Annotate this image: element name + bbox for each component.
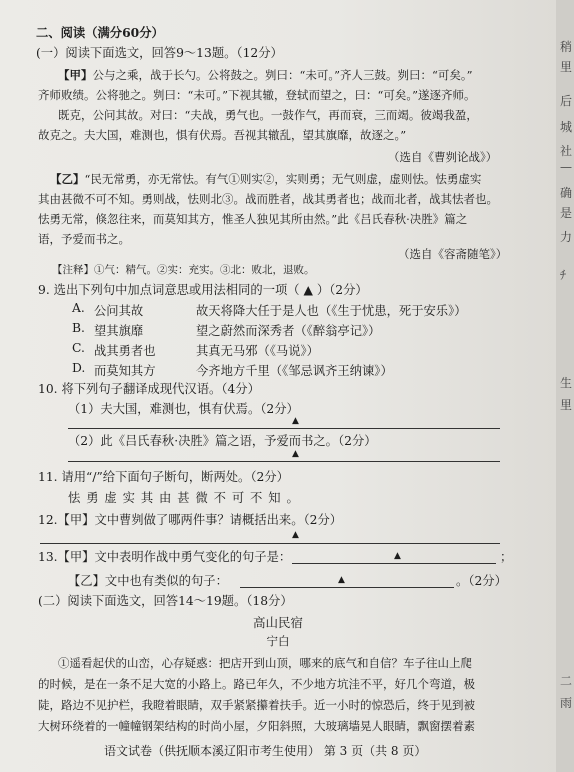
right-edge-char: 生 <box>560 376 573 390</box>
yi-label: 【乙】 <box>50 172 85 186</box>
yi-line-1: 【乙】“民无常勇，亦无常怯。有气①则实②，实则勇；无气则虚，虚则怯。怯勇虚实 <box>50 172 482 186</box>
q13-end-1: ； <box>500 550 513 564</box>
part1-heading: (一）阅读下面选文，回答9～13题。（12分） <box>36 46 283 60</box>
jia-line-1: 【甲】公与之乘，战于长勺。公将鼓之。刿曰：“未可。”齐人三鼓。刿曰：“可矣。” <box>58 68 473 82</box>
q13-stem: 13.【甲】文中表明作战中勇气变化的句子是： <box>38 550 292 564</box>
right-edge-char: 后 <box>560 94 573 108</box>
yi-source: （选自《容斋随笔》） <box>398 247 508 261</box>
q9-option-c-right: 其真无马邪（《马说》） <box>196 344 319 358</box>
q9-option-a-left: 公问其故 <box>94 304 144 318</box>
yi-line-2: 其由甚微不可不知。勇则战，怯则北③。战而胜者，战其勇者也；战而北者，战其怯者也。 <box>38 192 498 206</box>
jia-label: 【甲】 <box>58 68 93 82</box>
q10-sentence-1: （1）夫大国，难测也，惧有伏焉。（2分） <box>68 402 299 416</box>
answer-mark-q12: ▲ <box>292 530 299 540</box>
answer-mark-q13-2: ▲ <box>338 575 345 585</box>
right-edge-char: 雨 <box>560 696 573 710</box>
right-edge-char: 是 <box>560 206 573 220</box>
jia-line-2: 齐师败绩。公将驰之。刿曰：“未可。”下视其辙，登轼而望之，曰：“可矣。”遂逐齐师。 <box>38 88 476 102</box>
answer-line-q13-1[interactable] <box>292 563 496 564</box>
article-line-2: 的时候，是在一条不足大宽的小路上。路已年久，不少地方坑洼不平，好几个弯道，极 <box>38 677 475 691</box>
q9-stem: 9. 选出下列句中加点词意思或用法相同的一项（ ▲ ）（2分） <box>38 283 368 297</box>
part2-heading: (二）阅读下面选文，回答14～19题。（18分） <box>38 594 293 608</box>
q9-option-b-left: 望其旗靡 <box>94 324 144 338</box>
right-edge-char: 里 <box>560 60 573 74</box>
yi-line-3: 怯勇无常，倏忽往来，而莫知其方，惟圣人独见其所由然。”此《吕氏春秋·决胜》篇之 <box>38 212 468 226</box>
right-edge-char: 城 <box>560 120 573 134</box>
article-author: 宁白 <box>266 634 290 648</box>
q9-option-b-right: 望之蔚然而深秀者（《醉翁亭记》） <box>196 324 381 338</box>
q11-stem: 11. 请用“/”给下面句子断句，断两处。（2分） <box>38 470 289 484</box>
answer-line-q10-2[interactable] <box>68 461 500 462</box>
q9-option-d-left: 而莫知其方 <box>94 364 156 378</box>
answer-mark-q10-1: ▲ <box>292 416 299 426</box>
right-edge-char: 力 <box>560 230 573 244</box>
right-edge-char: 里 <box>560 398 573 412</box>
answer-mark-q13-1: ▲ <box>394 551 401 561</box>
annotation-note: 【注释】①气：精气。②实：充实。③北：败北，退败。 <box>52 264 315 276</box>
section-title: 二、阅读（满分60分） <box>36 25 164 40</box>
right-edge-char: 稍 <box>560 40 573 54</box>
right-edge-char: ﾁ <box>560 268 567 282</box>
right-edge-char: 二 <box>560 674 573 688</box>
jia-line-4: 故克之。夫大国，难测也，惧有伏焉。吾视其辙乱，望其旗靡，故逐之。” <box>38 128 407 142</box>
answer-line-q13-2[interactable] <box>240 587 454 588</box>
jia-source: （选自《曹刿论战》） <box>388 150 498 164</box>
q10-sentence-2: （2）此《吕氏春秋·决胜》篇之语，予爱而书之。（2分） <box>68 434 377 448</box>
q9-option-b-letter: B. <box>72 321 85 335</box>
article-title: 高山民宿 <box>252 615 303 630</box>
q9-option-d-right: 今齐地方千里（《邹忌讽齐王纳谏》） <box>196 364 393 378</box>
q9-option-c-left: 战其勇者也 <box>94 344 156 358</box>
q13-end-2: 。（2分） <box>456 574 507 588</box>
answer-mark-q10-2: ▲ <box>292 449 299 459</box>
article-line-3: 陡，路边不见护栏，我瞪着眼睛，双手紧紧攥着扶手。近一小时的惊恐后，终于见到被 <box>38 698 475 712</box>
jia-line-3: 既克，公问其故。对曰：“夫战，勇气也。一鼓作气，再而衰，三而竭。彼竭我盈， <box>58 108 478 122</box>
q9-option-c-letter: C. <box>72 341 85 355</box>
q9-option-d-letter: D. <box>72 361 86 375</box>
answer-line-q10-1[interactable] <box>68 428 500 429</box>
article-line-1: ①遥看起伏的山峦，心存疑惑：把店开到山顶，哪来的底气和自信？车子往山上爬 <box>58 656 472 670</box>
q9-option-a-right: 故天将降大任于是人也（《生于忧患，死于安乐》） <box>196 304 467 318</box>
right-edge-char: 社 <box>560 144 573 158</box>
q13-line-2: 【乙】文中也有类似的句子： <box>68 574 228 588</box>
article-line-4: 大树环绕着的一幢幢钢架结构的时尚小屋，夕阳斜照，大玻璃墙晃人眼睛，飘窗摆着素 <box>38 719 475 733</box>
q10-stem: 10. 将下列句子翻译成现代汉语。（4分） <box>38 382 260 396</box>
answer-line-q12[interactable] <box>40 543 500 544</box>
page-footer: 语文试卷（供抚顺本溪辽阳市考生使用） 第 3 页（共 8 页） <box>104 744 427 758</box>
q9-option-a-letter: A. <box>72 301 85 315</box>
yi-line-4: 语，予爱而书之。 <box>38 232 130 246</box>
q11-sentence: 怯 勇 虚 实 其 由 甚 微 不 可 不 知 。 <box>68 491 300 505</box>
q12-stem: 12.【甲】文中曹刿做了哪两件事？请概括出来。（2分） <box>38 513 343 527</box>
right-edge-char: — <box>560 160 572 174</box>
right-edge-char: 确 <box>560 186 573 200</box>
